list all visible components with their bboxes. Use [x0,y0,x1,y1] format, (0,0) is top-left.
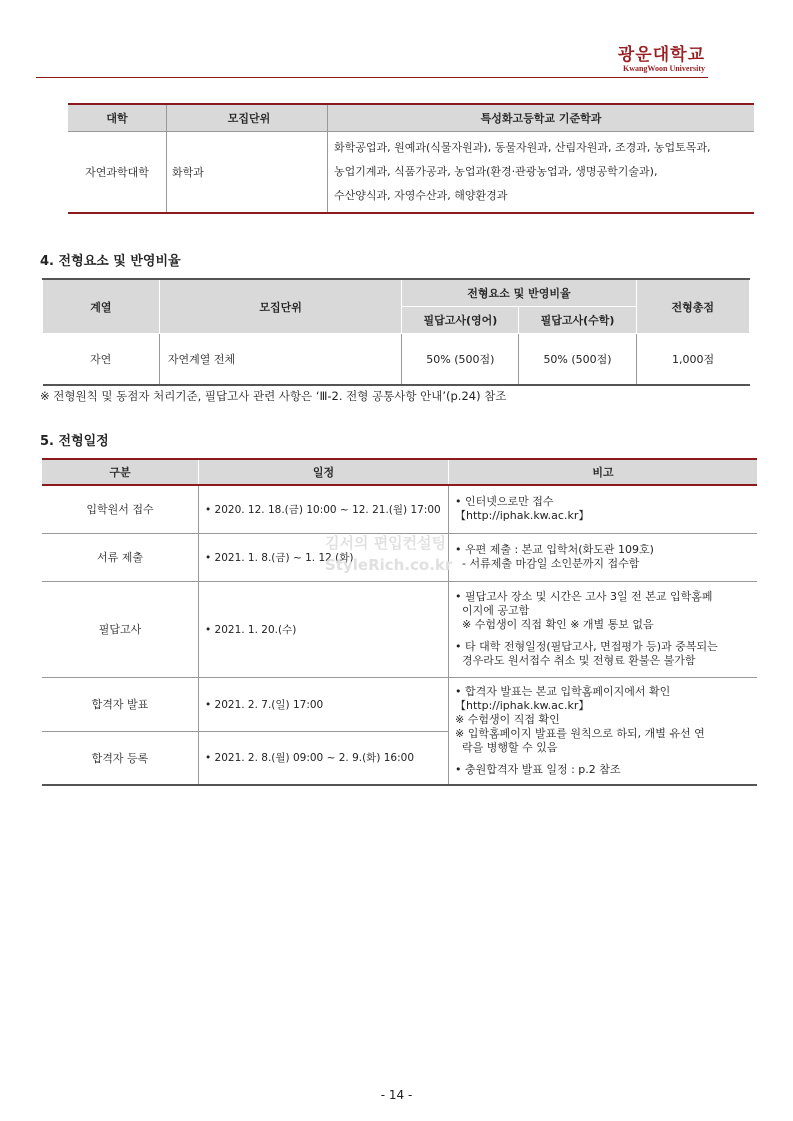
cell-label: 합격자 발표 [42,677,199,731]
reference-note: ※ 전형원칙 및 동점자 처리기준, 필답고사 관련 사항은 ‘Ⅲ-2. 전형 공통사항 안내’(p.24) 참조 [40,389,507,403]
evaluation-table [42,278,750,386]
table-row [42,581,757,677]
col-unit: 모집단위 [159,279,401,334]
remark-line: • 충원합격자 발표 일정 : p.2 참조 [455,762,621,776]
remark-line: 락을 병행할 수 있음 [455,740,558,754]
remark-line: 이지에 공고함 [455,604,530,617]
cell-remarks [449,485,758,533]
department-table [68,103,754,214]
cell-total: 1,000점 [636,334,749,386]
spacer [455,755,751,763]
col-unit: 모집단위 [167,104,328,132]
cell-remarks [449,581,758,677]
remark-line: 경우라도 원서접수 취소 및 전형료 환불은 불가함 [455,654,696,667]
cell-label: 합격자 등록 [42,731,199,785]
watermark-line: 김서의 편입컨설팅 [325,534,447,552]
remark-line: • 필답고사 장소 및 시간은 고사 3일 전 본교 입학홈페 [455,590,713,603]
col-english: 필답고사(영어) [402,307,519,334]
cell-label: 입학원서 접수 [42,485,199,533]
cell-schedule: • 2020. 12. 18.(금) 10:00 ~ 12. 21.(월) 17:00 [199,485,449,533]
cell-field: 자연 [43,334,160,386]
section-4-heading: 4. 전형요소 및 반영비율 [40,254,181,269]
remark-line: ※ 수험생이 직접 확인 [455,712,560,726]
table-row [42,677,757,731]
cell-schedule: • 2021. 2. 7.(일) 17:00 [199,677,449,731]
university-logo [618,46,705,73]
remark-line: • 우편 제출 : 본교 입학처(화도관 109호) [455,543,654,556]
cell-departments [328,132,755,214]
col-category: 구분 [42,459,199,485]
cell-english: 50% (500점) [402,334,519,386]
remark-line: ※ 입학홈페이지 발표를 원칙으로 하되, 개별 유선 연 [455,726,705,740]
cell-label: 서류 제출 [42,533,199,581]
remark-line: - 서류제출 마감일 소인분까지 접수함 [455,557,640,570]
dept-line: 화학공업과, 원예과(식물자원과), 동물자원과, 산림자원과, 조경과, 농업토목과, [334,141,711,154]
table-row [43,334,750,386]
spacer [455,632,751,640]
cell-label: 필답고사 [42,581,199,677]
col-elements: 전형요소 및 반영비율 [402,279,636,307]
remark-line: • 합격자 발표는 본교 입학홈페이지에서 확인 [455,684,671,698]
remark-line: 【http://iphak.kw.ac.kr】 [455,509,590,523]
cell-schedule: • 2021. 1. 20.(수) [199,581,449,677]
page-number: - 14 - [380,1088,413,1102]
cell-math: 50% (500점) [519,334,636,386]
remark-line: • 타 대학 전형일정(필답고사, 면접평가 등)과 중복되는 [455,640,718,653]
section-5-heading: 5. 전형일정 [40,434,109,449]
col-schedule: 일정 [199,459,449,485]
dept-line: 농업기계과, 식품가공과, 농업과(환경·관광농업과, 생명공학기술과), [334,165,658,178]
cell-unit: 자연계열 전체 [159,334,401,386]
remark-line: • 인터넷으로만 접수 [455,495,554,509]
header-divider [36,77,708,78]
col-remarks: 비고 [449,459,758,485]
schedule-table [42,458,757,786]
cell-college: 자연과학대학 [68,132,167,214]
dept-line: 수산양식과, 자영수산과, 해양환경과 [334,189,508,202]
watermark-line: StyleRich.co.kr [325,556,453,574]
col-standard-dept: 특성화고등학교 기준학과 [328,104,755,132]
table-row [68,132,754,214]
cell-unit: 화학과 [167,132,328,214]
col-total: 전형총점 [636,279,749,334]
col-math: 필답고사(수학) [519,307,636,334]
cell-remarks [449,533,758,581]
watermark [325,532,452,576]
logo-english: KwangWoon University [622,64,705,73]
remark-line: 【http://iphak.kw.ac.kr】 [455,698,590,712]
col-college: 대학 [68,104,167,132]
cell-schedule: • 2021. 1. 8.(금) ~ 1. 12.(화) [199,533,449,581]
table-row [42,485,757,533]
cell-remarks-merged [449,677,758,785]
remark-line: ※ 수험생이 직접 확인 ※ 개별 통보 없음 [455,618,654,631]
col-field: 계열 [43,279,160,334]
logo-korean: 광운대학교 [617,45,705,65]
cell-schedule: • 2021. 2. 8.(월) 09:00 ~ 2. 9.(화) 16:00 [199,731,449,785]
